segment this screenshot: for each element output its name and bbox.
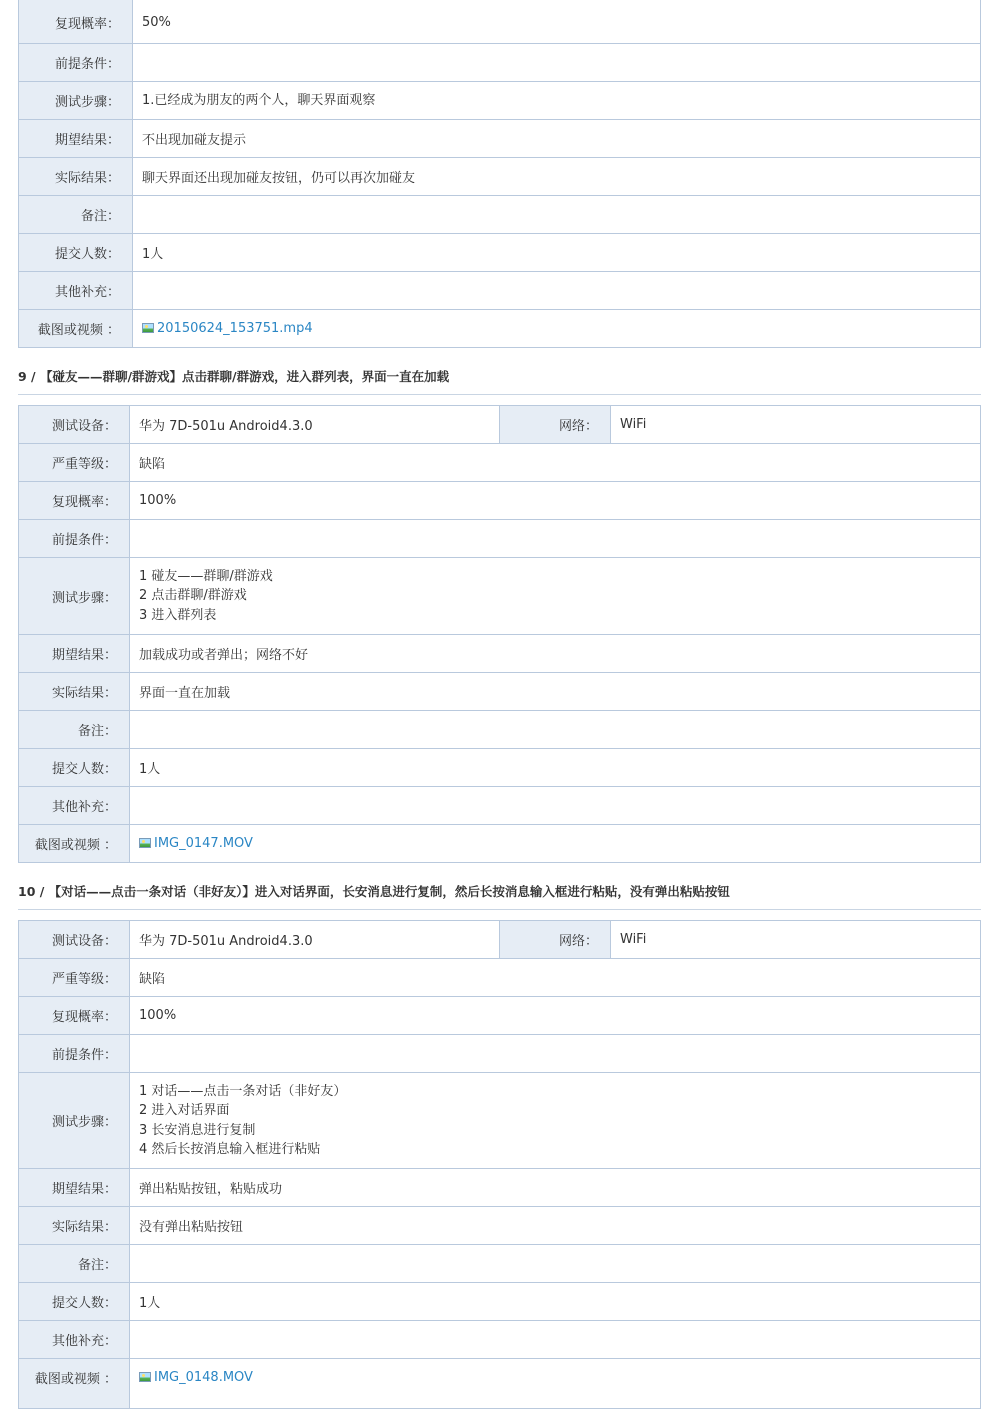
- row-actual: [19, 673, 981, 711]
- label-reproduce: 复现概率：: [19, 482, 130, 520]
- step-line: 1.已经成为朋友的两个人，聊天界面观察: [142, 92, 376, 108]
- value-precondition: [133, 44, 981, 82]
- label-reproduce: 复现概率：: [19, 0, 133, 44]
- image-file-icon: [139, 838, 151, 848]
- value-extra: [130, 787, 981, 825]
- value-steps: [130, 558, 981, 635]
- value-media: [133, 310, 981, 348]
- row-steps: [19, 82, 981, 120]
- media-file-link[interactable]: 20150624_153751.mp4: [157, 321, 313, 336]
- row-reproduce: [19, 0, 981, 44]
- step-line: 3 长安消息进行复制: [139, 1122, 256, 1138]
- image-file-icon: [142, 323, 154, 333]
- label-actual: 实际结果：: [19, 158, 133, 196]
- label-precondition: 前提条件：: [19, 44, 133, 82]
- label-network: 网络：: [500, 921, 611, 959]
- row-remark: [19, 711, 981, 749]
- label-device: 测试设备：: [19, 921, 130, 959]
- row-media: [19, 1359, 981, 1409]
- step-line: 1 对话——点击一条对话（非好友）: [139, 1083, 347, 1099]
- label-precondition: 前提条件：: [19, 520, 130, 558]
- value-remark: [133, 196, 981, 234]
- label-media: 截图或视频 ：: [19, 1359, 130, 1409]
- value-network: WiFi: [611, 921, 981, 959]
- row-submitters: [19, 749, 981, 787]
- row-submitters: [19, 234, 981, 272]
- row-expected: [19, 635, 981, 673]
- label-precondition: 前提条件：: [19, 1035, 130, 1073]
- label-submitters: 提交人数：: [19, 1283, 130, 1321]
- row-remark: [19, 1245, 981, 1283]
- label-severity: 严重等级：: [19, 444, 130, 482]
- bug-title-10: 10 / 【对话——点击一条对话（非好友）】进入对话界面，长安消息进行复制，然后长按消息输入框进行粘贴，没有弹出粘贴按钮: [18, 863, 981, 910]
- bug-title-9: 9 / 【碰友——群聊/群游戏】点击群聊/群游戏，进入群列表，界面一直在加载: [18, 348, 981, 395]
- label-steps: 测试步骤：: [19, 558, 130, 635]
- step-line: 4 然后长按消息输入框进行粘贴: [139, 1142, 321, 1157]
- value-reproduce: 100%: [130, 482, 981, 520]
- value-expected: 加载成功或者弹出；网络不好: [130, 635, 981, 673]
- label-steps: 测试步骤：: [19, 82, 133, 120]
- value-remark: [130, 711, 981, 749]
- bug-table-8: [18, 0, 981, 348]
- value-extra: [130, 1321, 981, 1359]
- media-file-link[interactable]: IMG_0148.MOV: [154, 1370, 253, 1385]
- row-device: [19, 406, 981, 444]
- row-actual: [19, 1207, 981, 1245]
- value-device: 华为 7D-501u Android4.3.0: [130, 406, 500, 444]
- value-media: [130, 825, 981, 863]
- row-device: [19, 921, 981, 959]
- value-expected: 弹出粘贴按钮，粘贴成功: [130, 1169, 981, 1207]
- row-precondition: [19, 44, 981, 82]
- row-severity: [19, 959, 981, 997]
- label-actual: 实际结果：: [19, 673, 130, 711]
- label-severity: 严重等级：: [19, 959, 130, 997]
- label-device: 测试设备：: [19, 406, 130, 444]
- row-extra: [19, 1321, 981, 1359]
- value-media: [130, 1359, 981, 1409]
- label-remark: 备注：: [19, 196, 133, 234]
- step-line: 2 进入对话界面: [139, 1103, 230, 1118]
- value-precondition: [130, 1035, 981, 1073]
- value-extra: [133, 272, 981, 310]
- row-precondition: [19, 520, 981, 558]
- media-file-link[interactable]: IMG_0147.MOV: [154, 836, 253, 851]
- row-expected: [19, 120, 981, 158]
- row-steps: [19, 1073, 981, 1169]
- row-extra: [19, 272, 981, 310]
- row-reproduce: [19, 482, 981, 520]
- row-extra: [19, 787, 981, 825]
- label-submitters: 提交人数：: [19, 749, 130, 787]
- step-line: 1 碰友——群聊/群游戏: [139, 568, 273, 584]
- value-reproduce: 50%: [133, 0, 981, 44]
- bug-table-9: [18, 405, 981, 863]
- value-actual: 界面一直在加载: [130, 673, 981, 711]
- value-actual: 没有弹出粘贴按钮: [130, 1207, 981, 1245]
- value-reproduce: 100%: [130, 997, 981, 1035]
- row-steps: [19, 558, 981, 635]
- row-media: [19, 310, 981, 348]
- label-media: 截图或视频 ：: [19, 825, 130, 863]
- value-actual: 聊天界面还出现加碰友按钮，仍可以再次加碰友: [133, 158, 981, 196]
- label-expected: 期望结果：: [19, 120, 133, 158]
- bug-report-sheet: [18, 0, 981, 1409]
- value-submitters: 1人: [130, 749, 981, 787]
- value-precondition: [130, 520, 981, 558]
- value-network: WiFi: [611, 406, 981, 444]
- value-expected: 不出现加碰友提示: [133, 120, 981, 158]
- label-extra: 其他补充：: [19, 272, 133, 310]
- value-severity: 缺陷: [130, 444, 981, 482]
- value-remark: [130, 1245, 981, 1283]
- label-expected: 期望结果：: [19, 1169, 130, 1207]
- label-remark: 备注：: [19, 1245, 130, 1283]
- value-device: 华为 7D-501u Android4.3.0: [130, 921, 500, 959]
- row-reproduce: [19, 997, 981, 1035]
- row-expected: [19, 1169, 981, 1207]
- label-remark: 备注：: [19, 711, 130, 749]
- step-line: 3 进入群列表: [139, 607, 217, 623]
- label-submitters: 提交人数：: [19, 234, 133, 272]
- label-actual: 实际结果：: [19, 1207, 130, 1245]
- row-actual: [19, 158, 981, 196]
- value-severity: 缺陷: [130, 959, 981, 997]
- value-steps: [130, 1073, 981, 1169]
- label-steps: 测试步骤：: [19, 1073, 130, 1169]
- image-file-icon: [139, 1372, 151, 1382]
- value-steps: [133, 82, 981, 120]
- label-expected: 期望结果：: [19, 635, 130, 673]
- bug-table-10: [18, 920, 981, 1409]
- step-line: 2 点击群聊/群游戏: [139, 588, 247, 604]
- value-submitters: 1人: [130, 1283, 981, 1321]
- label-extra: 其他补充：: [19, 1321, 130, 1359]
- value-submitters: 1人: [133, 234, 981, 272]
- row-media: [19, 825, 981, 863]
- label-extra: 其他补充：: [19, 787, 130, 825]
- label-reproduce: 复现概率：: [19, 997, 130, 1035]
- row-precondition: [19, 1035, 981, 1073]
- row-severity: [19, 444, 981, 482]
- label-media: 截图或视频 ：: [19, 310, 133, 348]
- row-submitters: [19, 1283, 981, 1321]
- label-network: 网络：: [500, 406, 611, 444]
- row-remark: [19, 196, 981, 234]
